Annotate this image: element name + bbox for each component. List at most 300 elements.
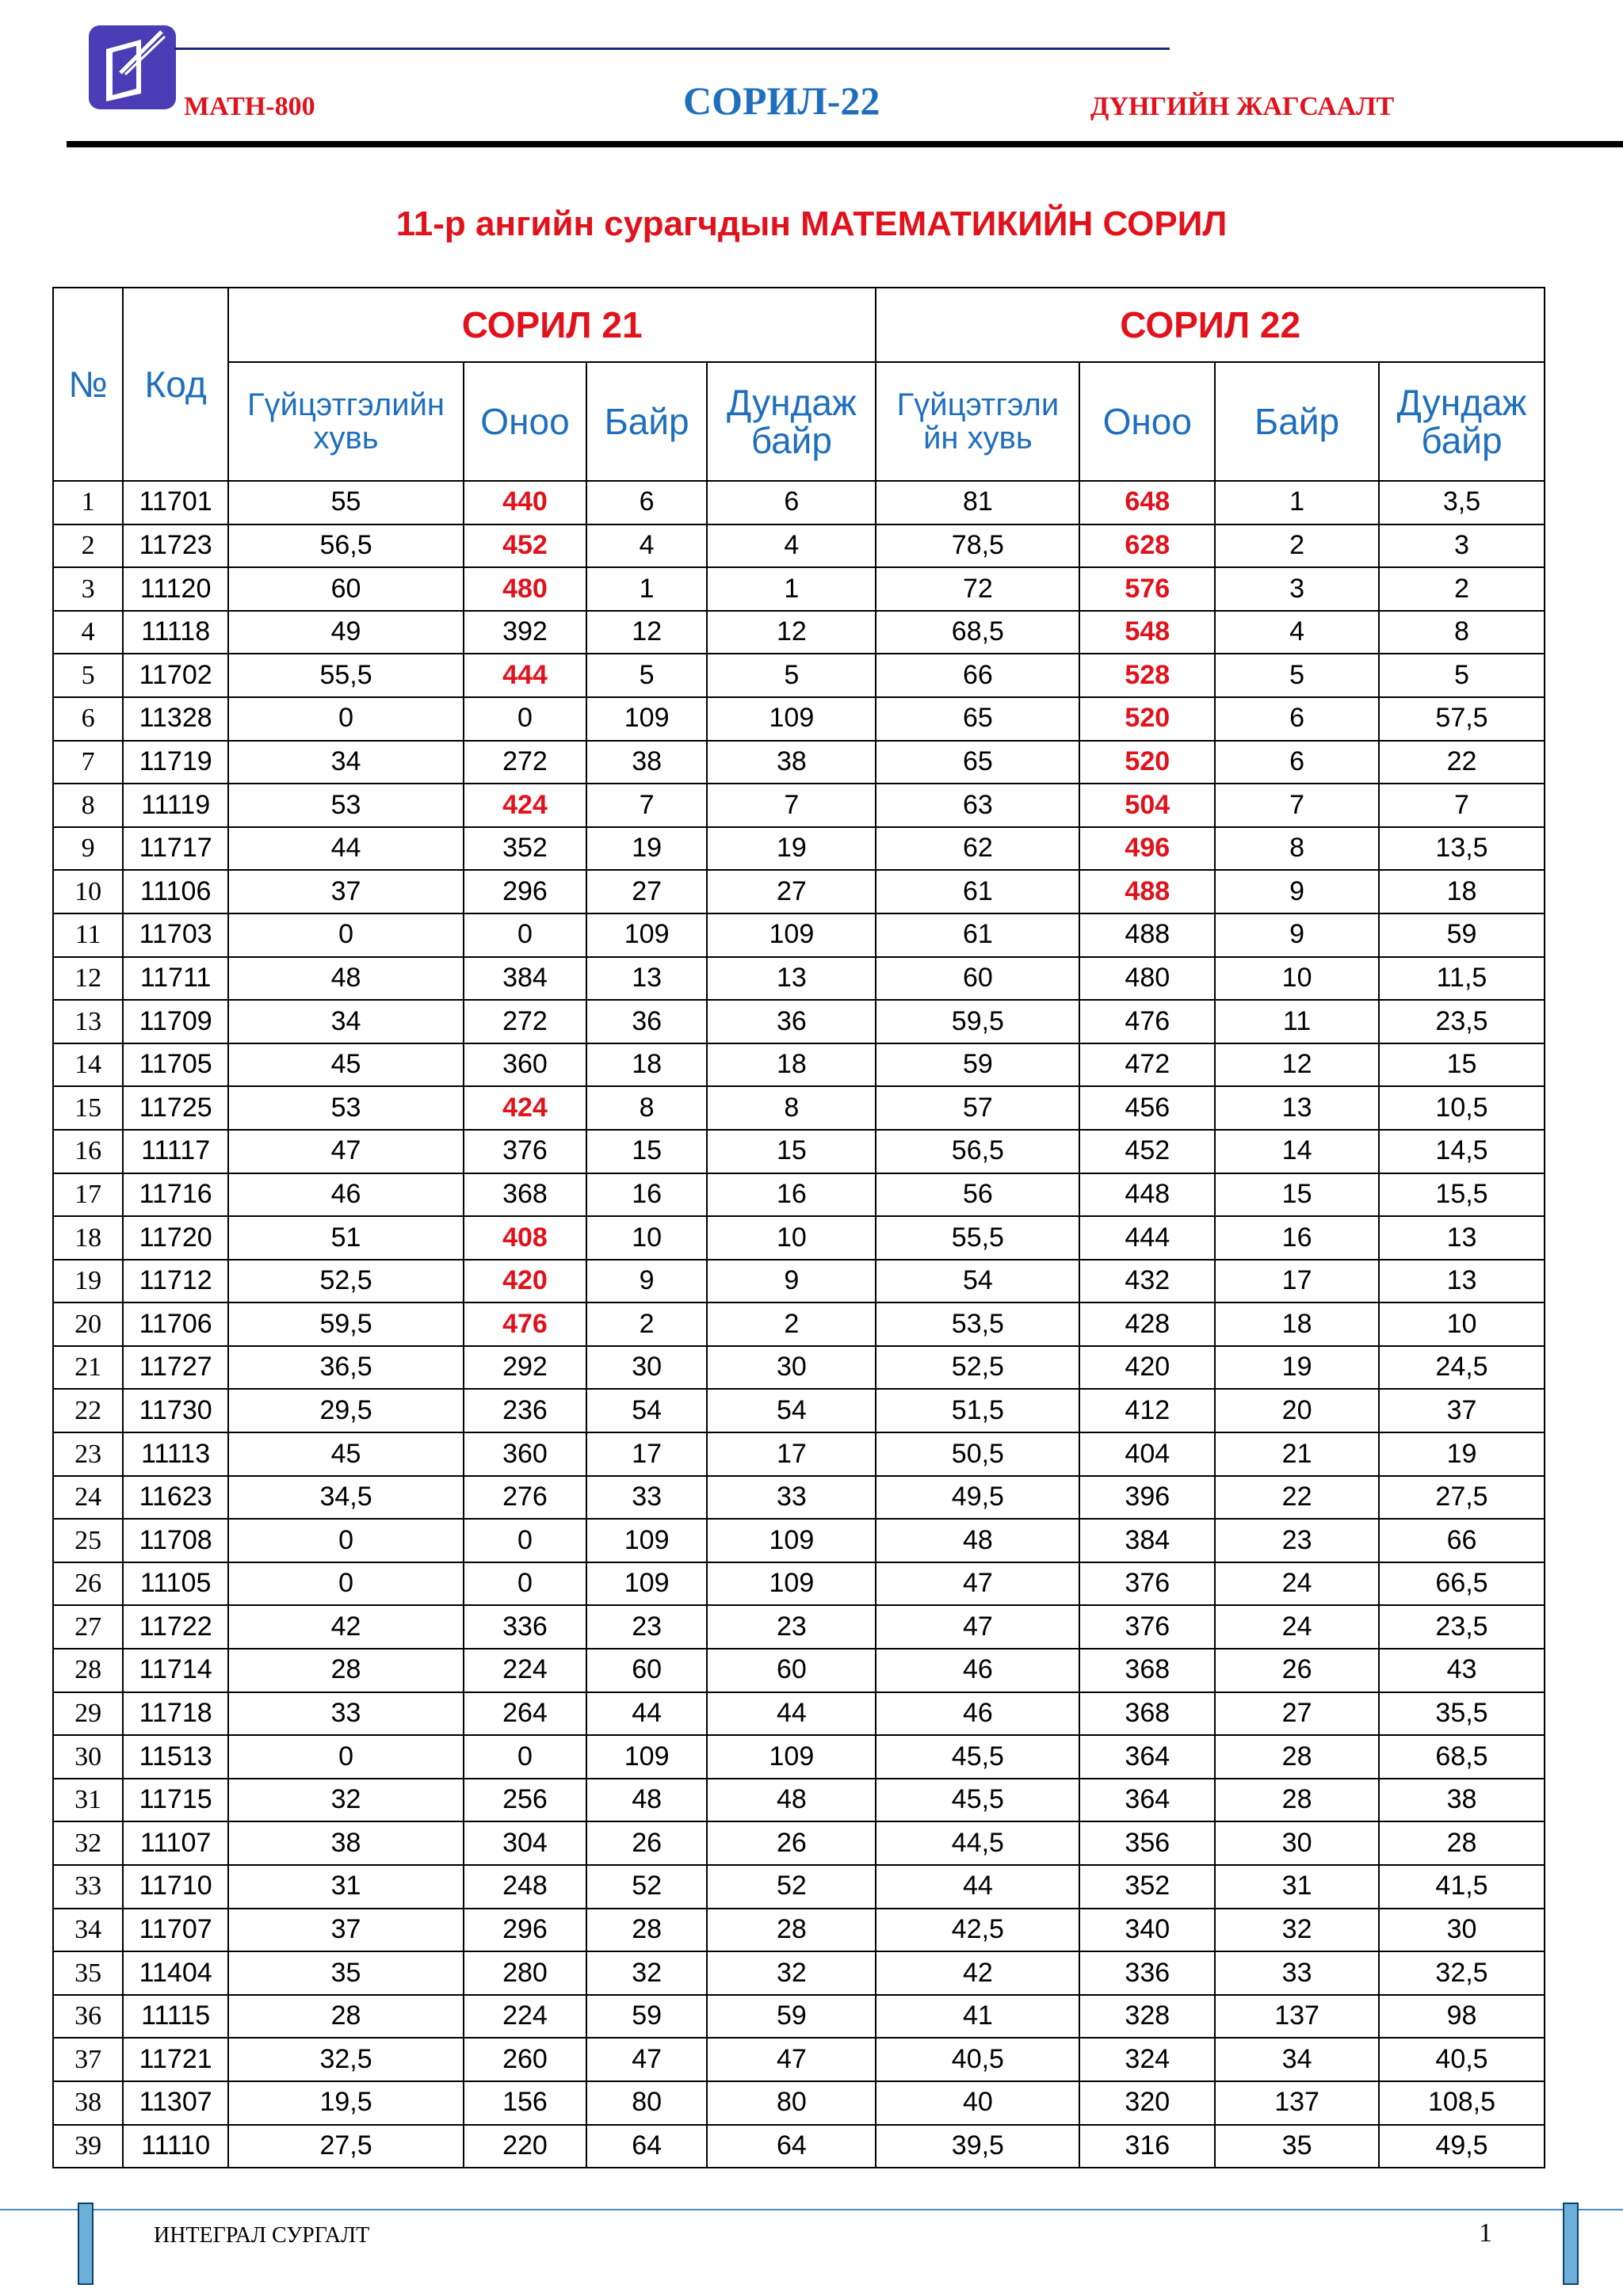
test21-percent: 29,5 bbox=[228, 1389, 464, 1432]
test21-percent: 28 bbox=[228, 1995, 464, 2039]
test22-score: 364 bbox=[1079, 1735, 1215, 1779]
test21-percent: 36,5 bbox=[228, 1346, 464, 1390]
row-number: 32 bbox=[53, 1821, 123, 1865]
student-code: 11706 bbox=[123, 1302, 228, 1346]
table-row bbox=[53, 481, 1545, 524]
test21-rank: 2 bbox=[586, 1302, 708, 1346]
test22-score: 364 bbox=[1079, 1779, 1215, 1822]
results-table-body bbox=[53, 481, 1545, 2168]
test22-percent: 56 bbox=[876, 1173, 1079, 1217]
test21-rank: 36 bbox=[586, 1000, 708, 1043]
test22-score: 412 bbox=[1079, 1389, 1215, 1432]
test21-rank: 18 bbox=[586, 1043, 708, 1087]
test21-score: 280 bbox=[464, 1951, 586, 1995]
row-number: 15 bbox=[53, 1086, 123, 1130]
header-divider bbox=[67, 141, 1623, 147]
table-row bbox=[53, 1476, 1545, 1520]
test22-rank: 137 bbox=[1215, 2081, 1379, 2125]
student-code: 11117 bbox=[123, 1130, 228, 1173]
test22-score: 456 bbox=[1079, 1086, 1215, 1130]
table-row bbox=[53, 2125, 1545, 2168]
header-test22-rank: Байр bbox=[1215, 362, 1379, 481]
student-code: 11730 bbox=[123, 1389, 228, 1432]
student-code: 11703 bbox=[123, 913, 228, 957]
test22-score: 480 bbox=[1079, 957, 1215, 1001]
test22-rank: 17 bbox=[1215, 1260, 1379, 1303]
test21-percent: 0 bbox=[228, 1562, 464, 1606]
test22-percent: 52,5 bbox=[876, 1346, 1079, 1390]
test22-avg-rank: 27,5 bbox=[1379, 1476, 1545, 1520]
table-row bbox=[53, 913, 1545, 957]
table-row bbox=[53, 1649, 1545, 1692]
table-row bbox=[53, 1951, 1545, 1995]
test21-percent: 37 bbox=[228, 1909, 464, 1952]
header-course-code: MATH-800 bbox=[184, 92, 315, 121]
test22-score: 320 bbox=[1079, 2081, 1215, 2125]
test21-score: 272 bbox=[464, 741, 586, 784]
table-row bbox=[53, 1173, 1545, 1217]
test22-percent: 68,5 bbox=[876, 611, 1079, 654]
test22-percent: 62 bbox=[876, 827, 1079, 871]
test21-score: 260 bbox=[464, 2038, 586, 2081]
test22-rank: 9 bbox=[1215, 913, 1379, 957]
test22-score: 336 bbox=[1079, 1951, 1215, 1995]
row-number: 33 bbox=[53, 1865, 123, 1909]
test21-percent: 0 bbox=[228, 1735, 464, 1779]
test22-score: 404 bbox=[1079, 1432, 1215, 1476]
test21-score: 384 bbox=[464, 957, 586, 1001]
test21-rank: 4 bbox=[586, 524, 708, 568]
test22-percent: 39,5 bbox=[876, 2125, 1079, 2168]
test22-rank: 30 bbox=[1215, 1821, 1379, 1865]
test22-score: 376 bbox=[1079, 1605, 1215, 1649]
test22-score: 384 bbox=[1079, 1519, 1215, 1562]
test21-rank: 60 bbox=[586, 1649, 708, 1692]
test22-avg-rank: 13 bbox=[1379, 1260, 1545, 1303]
student-code: 11717 bbox=[123, 827, 228, 871]
test22-percent: 63 bbox=[876, 784, 1079, 827]
test22-score: 628 bbox=[1079, 524, 1215, 568]
test22-percent: 61 bbox=[876, 870, 1079, 913]
test22-avg-rank: 3 bbox=[1379, 524, 1545, 568]
student-code: 11727 bbox=[123, 1346, 228, 1390]
row-number: 5 bbox=[53, 654, 123, 697]
test22-avg-rank: 15,5 bbox=[1379, 1173, 1545, 1217]
row-number: 16 bbox=[53, 1130, 123, 1173]
test22-rank: 8 bbox=[1215, 827, 1379, 871]
row-number: 22 bbox=[53, 1389, 123, 1432]
student-code: 11723 bbox=[123, 524, 228, 568]
row-number: 28 bbox=[53, 1649, 123, 1692]
test21-score: 0 bbox=[464, 1519, 586, 1562]
test21-percent: 42 bbox=[228, 1605, 464, 1649]
test21-avg-rank: 26 bbox=[707, 1821, 876, 1865]
test22-percent: 55,5 bbox=[876, 1216, 1079, 1260]
document-title: 11-р ангийн сурагчдын МАТЕМАТИКИЙН СОРИЛ bbox=[395, 204, 1228, 243]
row-number: 7 bbox=[53, 741, 123, 784]
row-number: 38 bbox=[53, 2081, 123, 2125]
test21-avg-rank: 54 bbox=[707, 1389, 876, 1432]
table-row bbox=[53, 784, 1545, 827]
test22-rank: 31 bbox=[1215, 1865, 1379, 1909]
test21-percent: 31 bbox=[228, 1865, 464, 1909]
test22-avg-rank: 14,5 bbox=[1379, 1130, 1545, 1173]
test21-rank: 13 bbox=[586, 957, 708, 1001]
test22-avg-rank: 18 bbox=[1379, 870, 1545, 913]
row-number: 36 bbox=[53, 1995, 123, 2039]
test21-score: 224 bbox=[464, 1995, 586, 2039]
test22-avg-rank: 10,5 bbox=[1379, 1086, 1545, 1130]
test22-score: 488 bbox=[1079, 870, 1215, 913]
table-row bbox=[53, 870, 1545, 913]
test22-avg-rank: 59 bbox=[1379, 913, 1545, 957]
table-row bbox=[53, 1519, 1545, 1562]
test22-score: 648 bbox=[1079, 481, 1215, 524]
test21-percent: 51 bbox=[228, 1216, 464, 1260]
test21-score: 444 bbox=[464, 654, 586, 697]
test21-rank: 109 bbox=[586, 697, 708, 741]
test21-avg-rank: 80 bbox=[707, 2081, 876, 2125]
test21-rank: 19 bbox=[586, 827, 708, 871]
test21-percent: 0 bbox=[228, 1519, 464, 1562]
test21-score: 272 bbox=[464, 1000, 586, 1043]
footer-right-bar bbox=[1563, 2203, 1579, 2285]
test21-rank: 64 bbox=[586, 2125, 708, 2168]
row-number: 10 bbox=[53, 870, 123, 913]
test21-score: 360 bbox=[464, 1432, 586, 1476]
student-code: 11107 bbox=[123, 1821, 228, 1865]
test21-avg-rank: 16 bbox=[707, 1173, 876, 1217]
student-code: 11118 bbox=[123, 611, 228, 654]
test21-score: 0 bbox=[464, 1562, 586, 1606]
test21-rank: 48 bbox=[586, 1779, 708, 1822]
test21-avg-rank: 64 bbox=[707, 2125, 876, 2168]
test21-score: 476 bbox=[464, 1302, 586, 1346]
table-row bbox=[53, 1346, 1545, 1390]
table-row bbox=[53, 1086, 1545, 1130]
row-number: 9 bbox=[53, 827, 123, 871]
test21-rank: 109 bbox=[586, 1735, 708, 1779]
test21-rank: 16 bbox=[586, 1173, 708, 1217]
test21-rank: 15 bbox=[586, 1130, 708, 1173]
student-code: 11404 bbox=[123, 1951, 228, 1995]
table-row bbox=[53, 611, 1545, 654]
test21-rank: 33 bbox=[586, 1476, 708, 1520]
test22-percent: 40,5 bbox=[876, 2038, 1079, 2081]
test21-avg-rank: 109 bbox=[707, 1562, 876, 1606]
student-code: 11110 bbox=[123, 2125, 228, 2168]
test21-avg-rank: 36 bbox=[707, 1000, 876, 1043]
test21-rank: 10 bbox=[586, 1216, 708, 1260]
header-test21-avg-rank: Дундаж байр bbox=[707, 362, 876, 481]
test21-rank: 28 bbox=[586, 1909, 708, 1952]
table-row bbox=[53, 1302, 1545, 1346]
test22-rank: 4 bbox=[1215, 611, 1379, 654]
test22-percent: 61 bbox=[876, 913, 1079, 957]
header-test22-avg-rank: Дундаж байр bbox=[1379, 362, 1545, 481]
student-code: 11725 bbox=[123, 1086, 228, 1130]
student-code: 11714 bbox=[123, 1649, 228, 1692]
test21-rank: 32 bbox=[586, 1951, 708, 1995]
test22-rank: 6 bbox=[1215, 697, 1379, 741]
test21-score: 292 bbox=[464, 1346, 586, 1390]
test22-percent: 60 bbox=[876, 957, 1079, 1001]
test22-rank: 10 bbox=[1215, 957, 1379, 1001]
test22-avg-rank: 23,5 bbox=[1379, 1605, 1545, 1649]
table-row bbox=[53, 957, 1545, 1001]
test21-percent: 0 bbox=[228, 697, 464, 741]
header-test21-score: Оноо bbox=[464, 362, 586, 481]
test21-avg-rank: 109 bbox=[707, 1735, 876, 1779]
test21-avg-rank: 38 bbox=[707, 741, 876, 784]
page-number: 1 bbox=[1479, 2218, 1492, 2248]
test21-score: 236 bbox=[464, 1389, 586, 1432]
test21-score: 408 bbox=[464, 1216, 586, 1260]
student-code: 11710 bbox=[123, 1865, 228, 1909]
header-test22: СОРИЛ 22 bbox=[876, 288, 1545, 362]
student-code: 11119 bbox=[123, 784, 228, 827]
test21-avg-rank: 9 bbox=[707, 1260, 876, 1303]
test21-rank: 17 bbox=[586, 1432, 708, 1476]
header-test-title: СОРИЛ-22 bbox=[683, 78, 880, 123]
test21-rank: 8 bbox=[586, 1086, 708, 1130]
test21-rank: 27 bbox=[586, 870, 708, 913]
test22-score: 448 bbox=[1079, 1173, 1215, 1217]
test21-score: 220 bbox=[464, 2125, 586, 2168]
test22-score: 520 bbox=[1079, 697, 1215, 741]
test22-score: 420 bbox=[1079, 1346, 1215, 1390]
row-number: 12 bbox=[53, 957, 123, 1001]
test22-rank: 15 bbox=[1215, 1173, 1379, 1217]
test21-rank: 30 bbox=[586, 1346, 708, 1390]
test21-avg-rank: 8 bbox=[707, 1086, 876, 1130]
test21-rank: 59 bbox=[586, 1995, 708, 2039]
test22-rank: 19 bbox=[1215, 1346, 1379, 1390]
test22-score: 428 bbox=[1079, 1302, 1215, 1346]
table-row bbox=[53, 567, 1545, 611]
test22-percent: 72 bbox=[876, 567, 1079, 611]
test21-percent: 32,5 bbox=[228, 2038, 464, 2081]
table-row bbox=[53, 1000, 1545, 1043]
student-code: 11705 bbox=[123, 1043, 228, 1087]
test21-score: 392 bbox=[464, 611, 586, 654]
test22-score: 328 bbox=[1079, 1995, 1215, 2039]
test22-avg-rank: 41,5 bbox=[1379, 1865, 1545, 1909]
test22-avg-rank: 5 bbox=[1379, 654, 1545, 697]
test21-percent: 45 bbox=[228, 1043, 464, 1087]
test21-score: 360 bbox=[464, 1043, 586, 1087]
test21-percent: 19,5 bbox=[228, 2081, 464, 2125]
test21-percent: 37 bbox=[228, 870, 464, 913]
row-number: 1 bbox=[53, 481, 123, 524]
test21-percent: 55,5 bbox=[228, 654, 464, 697]
test21-score: 352 bbox=[464, 827, 586, 871]
test21-percent: 0 bbox=[228, 913, 464, 957]
test22-avg-rank: 98 bbox=[1379, 1995, 1545, 2039]
test22-percent: 50,5 bbox=[876, 1432, 1079, 1476]
test21-score: 0 bbox=[464, 1735, 586, 1779]
test21-avg-rank: 60 bbox=[707, 1649, 876, 1692]
test22-percent: 45,5 bbox=[876, 1735, 1079, 1779]
test21-rank: 47 bbox=[586, 2038, 708, 2081]
test21-avg-rank: 6 bbox=[707, 481, 876, 524]
test21-rank: 44 bbox=[586, 1692, 708, 1736]
test21-percent: 53 bbox=[228, 784, 464, 827]
test21-percent: 33 bbox=[228, 1692, 464, 1736]
test22-avg-rank: 2 bbox=[1379, 567, 1545, 611]
table-row bbox=[53, 1995, 1545, 2039]
student-code: 11115 bbox=[123, 1995, 228, 2039]
test22-percent: 48 bbox=[876, 1519, 1079, 1562]
test21-score: 420 bbox=[464, 1260, 586, 1303]
test22-rank: 12 bbox=[1215, 1043, 1379, 1087]
logo-book-icon bbox=[89, 25, 176, 109]
table-row bbox=[53, 654, 1545, 697]
test21-percent: 55 bbox=[228, 481, 464, 524]
test22-rank: 6 bbox=[1215, 741, 1379, 784]
test21-score: 296 bbox=[464, 1909, 586, 1952]
test21-score: 248 bbox=[464, 1865, 586, 1909]
test22-rank: 23 bbox=[1215, 1519, 1379, 1562]
test22-rank: 26 bbox=[1215, 1649, 1379, 1692]
table-row bbox=[53, 1865, 1545, 1909]
test21-avg-rank: 47 bbox=[707, 2038, 876, 2081]
test21-score: 376 bbox=[464, 1130, 586, 1173]
test21-avg-rank: 48 bbox=[707, 1779, 876, 1822]
test22-avg-rank: 57,5 bbox=[1379, 697, 1545, 741]
student-code: 11709 bbox=[123, 1000, 228, 1043]
test22-avg-rank: 32,5 bbox=[1379, 1951, 1545, 1995]
test21-avg-rank: 18 bbox=[707, 1043, 876, 1087]
test21-avg-rank: 44 bbox=[707, 1692, 876, 1736]
student-code: 11120 bbox=[123, 567, 228, 611]
row-number: 18 bbox=[53, 1216, 123, 1260]
test21-avg-rank: 33 bbox=[707, 1476, 876, 1520]
test22-score: 576 bbox=[1079, 567, 1215, 611]
test22-score: 376 bbox=[1079, 1562, 1215, 1606]
table-row bbox=[53, 1821, 1545, 1865]
test22-percent: 54 bbox=[876, 1260, 1079, 1303]
test22-rank: 1 bbox=[1215, 481, 1379, 524]
test21-rank: 12 bbox=[586, 611, 708, 654]
student-code: 11623 bbox=[123, 1476, 228, 1520]
test22-score: 368 bbox=[1079, 1649, 1215, 1692]
row-number: 13 bbox=[53, 1000, 123, 1043]
test21-score: 440 bbox=[464, 481, 586, 524]
test21-percent: 59,5 bbox=[228, 1302, 464, 1346]
row-number: 14 bbox=[53, 1043, 123, 1087]
student-code: 11707 bbox=[123, 1909, 228, 1952]
test22-percent: 81 bbox=[876, 481, 1079, 524]
test22-avg-rank: 30 bbox=[1379, 1909, 1545, 1952]
test22-percent: 42,5 bbox=[876, 1909, 1079, 1952]
test21-rank: 109 bbox=[586, 1562, 708, 1606]
test22-score: 488 bbox=[1079, 913, 1215, 957]
test21-rank: 5 bbox=[586, 654, 708, 697]
table-row bbox=[53, 2038, 1545, 2081]
student-code: 11712 bbox=[123, 1260, 228, 1303]
test21-percent: 56,5 bbox=[228, 524, 464, 568]
test21-avg-rank: 59 bbox=[707, 1995, 876, 2039]
test22-score: 324 bbox=[1079, 2038, 1215, 2081]
test21-rank: 23 bbox=[586, 1605, 708, 1649]
row-number: 17 bbox=[53, 1173, 123, 1217]
test22-percent: 40 bbox=[876, 2081, 1079, 2125]
test21-rank: 109 bbox=[586, 1519, 708, 1562]
table-row bbox=[53, 1909, 1545, 1952]
test22-score: 340 bbox=[1079, 1909, 1215, 1952]
test22-avg-rank: 66 bbox=[1379, 1519, 1545, 1562]
header-test21-percent: Гүйцэтгэлийн хувь bbox=[228, 362, 464, 481]
table-row bbox=[53, 1605, 1545, 1649]
test21-rank: 109 bbox=[586, 913, 708, 957]
test21-avg-rank: 17 bbox=[707, 1432, 876, 1476]
test22-rank: 16 bbox=[1215, 1216, 1379, 1260]
row-number: 25 bbox=[53, 1519, 123, 1562]
test22-rank: 14 bbox=[1215, 1130, 1379, 1173]
test22-percent: 44 bbox=[876, 1865, 1079, 1909]
test21-avg-rank: 28 bbox=[707, 1909, 876, 1952]
test21-percent: 44 bbox=[228, 827, 464, 871]
test22-rank: 35 bbox=[1215, 2125, 1379, 2168]
test21-rank: 54 bbox=[586, 1389, 708, 1432]
test21-avg-rank: 13 bbox=[707, 957, 876, 1001]
student-code: 11701 bbox=[123, 481, 228, 524]
student-code: 11718 bbox=[123, 1692, 228, 1736]
test22-percent: 65 bbox=[876, 741, 1079, 784]
header-number: № bbox=[53, 288, 123, 481]
test22-rank: 13 bbox=[1215, 1086, 1379, 1130]
student-code: 11721 bbox=[123, 2038, 228, 2081]
student-code: 11715 bbox=[123, 1779, 228, 1822]
test21-percent: 27,5 bbox=[228, 2125, 464, 2168]
test22-avg-rank: 68,5 bbox=[1379, 1735, 1545, 1779]
table-row bbox=[53, 1735, 1545, 1779]
test22-percent: 41 bbox=[876, 1995, 1079, 2039]
test22-avg-rank: 13 bbox=[1379, 1216, 1545, 1260]
test22-avg-rank: 35,5 bbox=[1379, 1692, 1545, 1736]
test22-score: 352 bbox=[1079, 1865, 1215, 1909]
test22-score: 520 bbox=[1079, 741, 1215, 784]
student-code: 11711 bbox=[123, 957, 228, 1001]
test22-score: 452 bbox=[1079, 1130, 1215, 1173]
test21-score: 0 bbox=[464, 913, 586, 957]
table-row bbox=[53, 1562, 1545, 1606]
row-number: 6 bbox=[53, 697, 123, 741]
test21-avg-rank: 32 bbox=[707, 1951, 876, 1995]
test21-percent: 34,5 bbox=[228, 1476, 464, 1520]
header-test21: СОРИЛ 21 bbox=[228, 288, 876, 362]
row-number: 39 bbox=[53, 2125, 123, 2168]
test22-percent: 45,5 bbox=[876, 1779, 1079, 1822]
test22-score: 504 bbox=[1079, 784, 1215, 827]
test21-avg-rank: 5 bbox=[707, 654, 876, 697]
table-row bbox=[53, 1260, 1545, 1303]
test22-avg-rank: 11,5 bbox=[1379, 957, 1545, 1001]
test21-percent: 46 bbox=[228, 1173, 464, 1217]
test22-percent: 56,5 bbox=[876, 1130, 1079, 1173]
test22-avg-rank: 3,5 bbox=[1379, 481, 1545, 524]
test22-percent: 59 bbox=[876, 1043, 1079, 1087]
test21-avg-rank: 1 bbox=[707, 567, 876, 611]
test22-avg-rank: 13,5 bbox=[1379, 827, 1545, 871]
test21-avg-rank: 109 bbox=[707, 1519, 876, 1562]
test21-score: 336 bbox=[464, 1605, 586, 1649]
student-code: 11722 bbox=[123, 1605, 228, 1649]
test22-rank: 137 bbox=[1215, 1995, 1379, 2039]
test22-percent: 42 bbox=[876, 1951, 1079, 1995]
test21-avg-rank: 2 bbox=[707, 1302, 876, 1346]
